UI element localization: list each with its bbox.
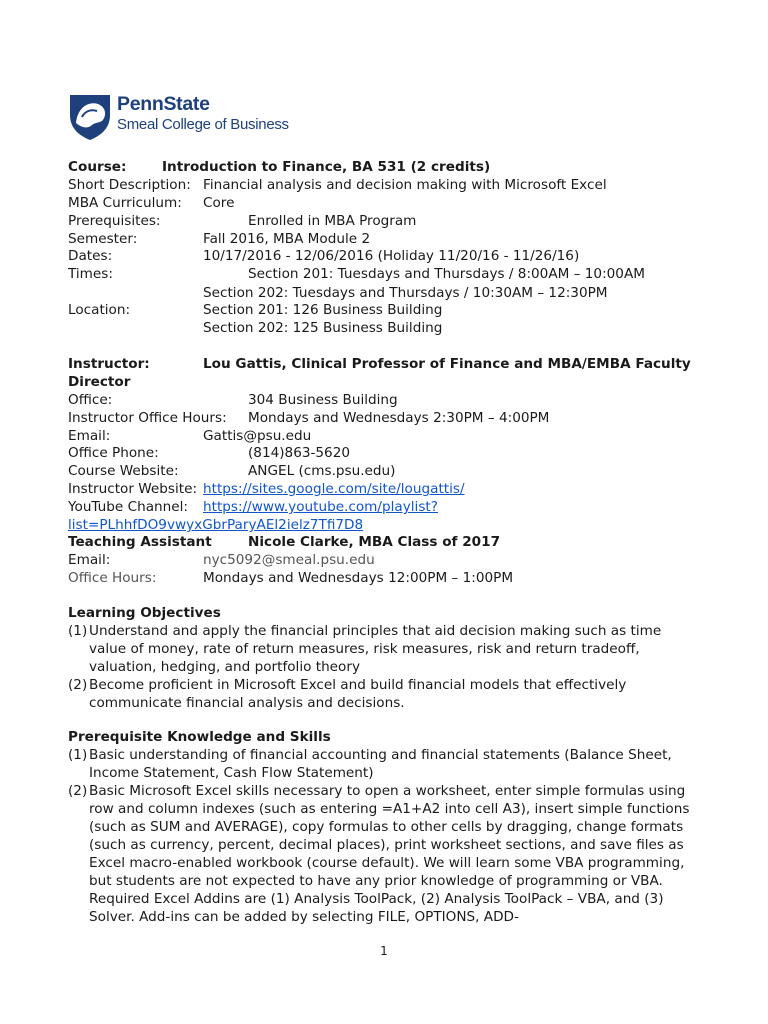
office-value: 304 Business Building <box>248 392 398 408</box>
location-section-201: Section 201: 126 Business Building <box>203 302 443 318</box>
prereq-skills-heading: Prerequisite Knowledge and Skills <box>68 729 331 745</box>
list-item-text: Understand and apply the financial principles that aid decision making such as time value of money, rate of return measures, risk measures, risk and return tradeoff, valuation, hedging, and portfolio theory <box>89 623 662 675</box>
location-label: Location: <box>68 302 131 318</box>
nittany-lion-shield-icon <box>68 93 112 141</box>
semester-value: Fall 2016, MBA Module 2 <box>203 231 371 247</box>
youtube-label: YouTube Channel: <box>68 499 188 515</box>
course-website-label: Course Website: <box>68 463 179 479</box>
short-description-label: Short Description: <box>68 177 191 193</box>
list-item-text: Become proficient in Microsoft Excel and build financial models that effectively communicate financial analysis and decisions. <box>89 677 627 711</box>
short-description-value: Financial analysis and decision making with Microsoft Excel <box>203 177 607 193</box>
instructor-website-link[interactable]: https://sites.google.com/site/lougattis/ <box>203 481 465 497</box>
logo-pennstate-text: PennState <box>117 93 210 115</box>
logo-college-text: Smeal College of Business <box>117 116 289 133</box>
location-section-202: Section 202: 125 Business Building <box>203 320 443 336</box>
dates-label: Dates: <box>68 248 113 264</box>
list-item-text: Basic understanding of financial accounting and financial statements (Balance Sheet, Income Statement, Cash Flow Statement) <box>89 747 672 781</box>
list-item <box>68 746 700 782</box>
phone-value: (814)863-5620 <box>248 445 350 461</box>
times-section-202: Section 202: Tuesdays and Thursdays / 10:30AM – 12:30PM <box>203 285 608 301</box>
youtube-link[interactable]: https://www.youtube.com/playlist? <box>203 499 438 515</box>
learning-objectives-list <box>68 622 668 712</box>
prerequisites-value: Enrolled in MBA Program <box>248 213 417 229</box>
prereq-skills-list <box>68 746 700 926</box>
page-number: 1 <box>380 944 388 958</box>
office-hours-value: Mondays and Wednesdays 2:30PM – 4:00PM <box>248 410 550 426</box>
course-label: Course: <box>68 159 127 175</box>
youtube-link-continued[interactable]: list=PLhhfDO9vwyxGbrParyAEl2ielz7Tfi7D8 <box>68 517 364 533</box>
instructor-email: Gattis@psu.edu <box>203 428 312 444</box>
list-item-number: (2) <box>68 677 88 693</box>
phone-label: Office Phone: <box>68 445 159 461</box>
list-item-number: (1) <box>68 747 88 763</box>
ta-email: nyc5092@smeal.psu.edu <box>203 552 375 568</box>
office-hours-label: Instructor Office Hours: <box>68 410 227 426</box>
ta-name: Nicole Clarke, MBA Class of 2017 <box>248 534 501 550</box>
curriculum-label: MBA Curriculum: <box>68 195 182 211</box>
instructor-website-label: Instructor Website: <box>68 481 198 497</box>
list-item-number: (2) <box>68 783 88 799</box>
ta-email-label: Email: <box>68 552 111 568</box>
ta-hours-value: Mondays and Wednesdays 12:00PM – 1:00PM <box>203 570 514 586</box>
times-section-201: Section 201: Tuesdays and Thursdays / 8:00AM – 10:00AM <box>248 266 645 282</box>
list-item <box>68 782 700 926</box>
ta-label: Teaching Assistant <box>68 534 212 550</box>
dates-value: 10/17/2016 - 12/06/2016 (Holiday 11/20/16 - 11/26/16) <box>203 248 580 264</box>
times-label: Times: <box>68 266 113 282</box>
prerequisites-label: Prerequisites: <box>68 213 161 229</box>
list-item <box>68 622 668 676</box>
list-item-number: (1) <box>68 623 88 639</box>
semester-label: Semester: <box>68 231 138 247</box>
office-label: Office: <box>68 392 113 408</box>
email-label: Email: <box>68 428 111 444</box>
list-item-text: Basic Microsoft Excel skills necessary to open a worksheet, enter simple formulas using row and column indexes (such as entering =A1+A2 into cell A3), insert simple functions (such as SUM and AVERAGE), copy formulas to other cells by dragging, change formats (such as currency, percent, decimal places), print worksheet sections, and save files as Excel macro-enabled workbook (course default). We will learn some VBA programming, but students are not expected to have any prior knowledge of programming or VBA. Required Excel Addins are (1) Analysis ToolPack, (2) Analysis ToolPack – VBA, and (3) Solver. Add-ins can be added by selecting FILE, OPTIONS, ADD- <box>89 783 690 925</box>
course-website-value: ANGEL (cms.psu.edu) <box>248 463 396 479</box>
list-item <box>68 676 668 712</box>
learning-objectives-heading: Learning Objectives <box>68 605 221 621</box>
ta-hours-label: Office Hours: <box>68 570 157 586</box>
instructor-name: Lou Gattis, Clinical Professor of Finance and MBA/EMBA Faculty <box>203 356 691 372</box>
pennstate-logo <box>68 93 298 143</box>
instructor-title-continued: Director <box>68 374 131 390</box>
course-title: Introduction to Finance, BA 531 (2 credits) <box>162 159 491 175</box>
curriculum-value: Core <box>203 195 235 211</box>
instructor-label: Instructor: <box>68 356 150 372</box>
